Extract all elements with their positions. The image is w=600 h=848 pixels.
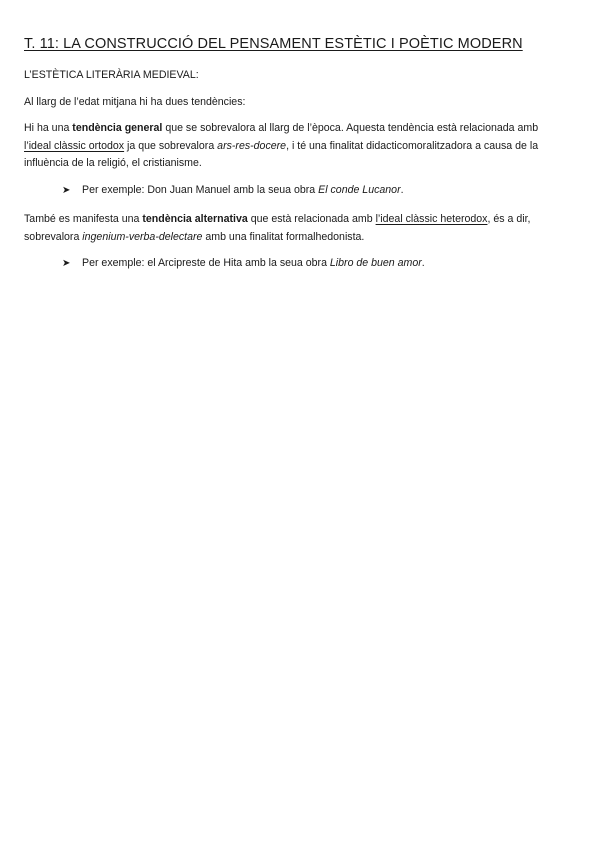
italic-term: ars-res-docere [217, 139, 287, 152]
text-run: , i té una finalitat didacticomoralitzadora a causa de la influència de la religió, el cristianisme. [24, 139, 539, 169]
text-run: amb una finalitat formalhedonista. [202, 230, 365, 243]
work-title: Libro de buen amor [329, 257, 422, 269]
text-run: També es manifesta una [24, 213, 143, 225]
underlined-term: l’ideal clàssic heterodox [375, 213, 488, 225]
work-title: El conde Lucanor [318, 183, 401, 196]
intro-paragraph: Al llarg de l’edat mitjana hi ha dues tendències: [24, 95, 246, 108]
arrowhead-right-icon: ➤ [62, 184, 71, 196]
text-run: Per exemple: el Arcipreste de Hita amb la seua obra [82, 257, 330, 269]
arrowhead-right-icon: ➤ [62, 258, 71, 269]
text-run: . [400, 183, 404, 196]
example-bullet [24, 182, 558, 200]
text-run: . [421, 257, 425, 269]
text-run: Hi ha una [24, 122, 73, 134]
alternative-tendency-paragraph [24, 211, 558, 246]
general-tendency-paragraph [24, 120, 558, 173]
text-run: Per exemple: Don Juan Manuel amb la seua obra [82, 183, 319, 196]
document-page [24, 36, 558, 285]
section-heading: L’ESTÈTICA LITERÀRIA MEDIEVAL: [24, 69, 199, 81]
text-run: que se sobrevalora al llarg de l’època. Aquesta tendència està relacionada amb [162, 122, 539, 134]
text-run: , és a dir, sobrevalora [24, 213, 531, 243]
text-run: que està relacionada amb [247, 213, 376, 225]
example-bullet [24, 255, 558, 273]
bullet-text [62, 182, 404, 200]
underlined-term: l’ideal clàssic ortodox [24, 139, 125, 152]
text-run: ja que sobrevalora [124, 139, 218, 152]
bold-term: tendència alternativa [142, 213, 248, 225]
bullet-text [62, 255, 425, 273]
document-title: T. 11: LA CONSTRUCCIÓ DEL PENSAMENT ESTÈTIC I POÈTIC MODERN [24, 36, 523, 52]
bold-term: tendència general [72, 122, 163, 134]
italic-term: ingenium-verba-delectare [82, 230, 203, 243]
